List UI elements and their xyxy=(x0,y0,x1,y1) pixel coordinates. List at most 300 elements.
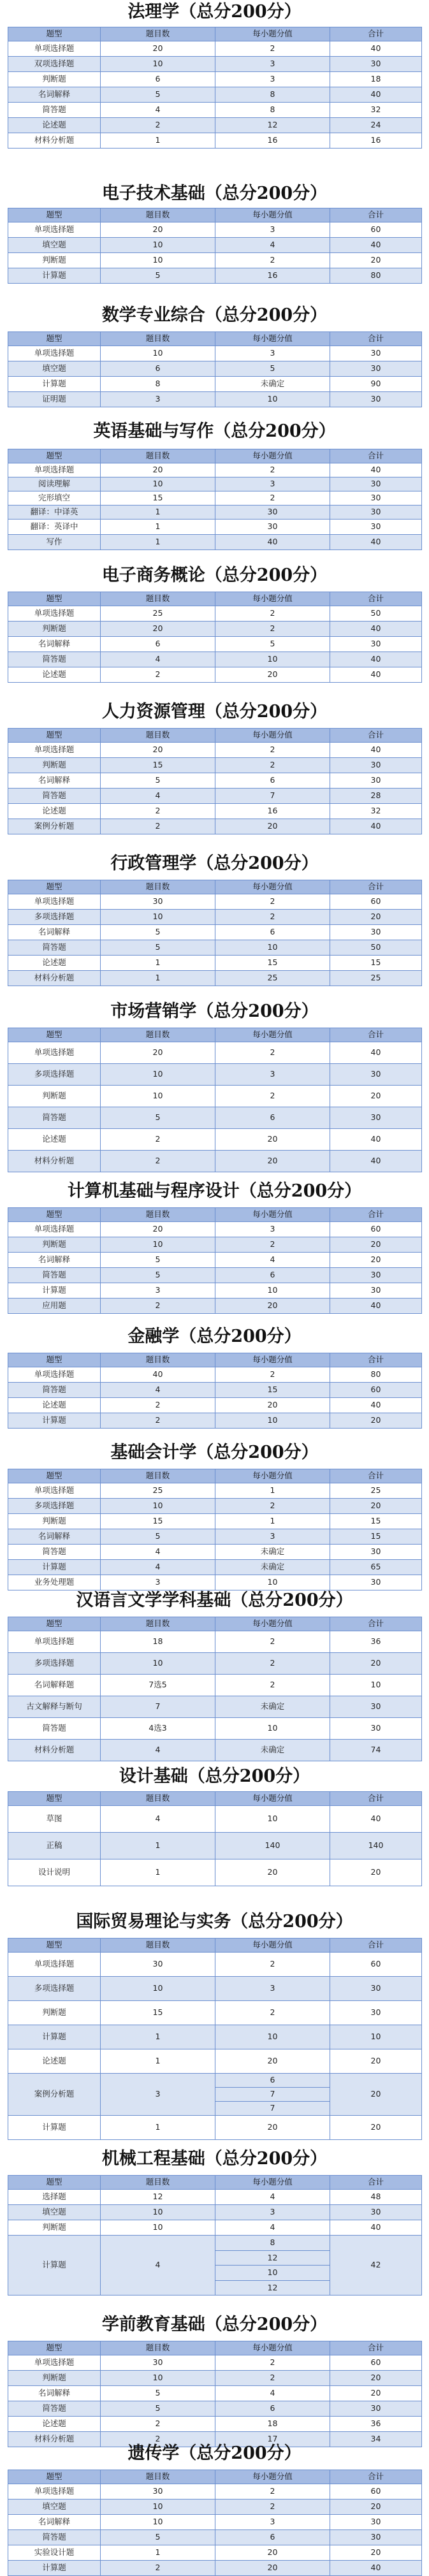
table-row xyxy=(8,1675,422,1696)
table-cell: 名词解释 xyxy=(8,87,101,103)
section-title: 电子商务概论（总分200分） xyxy=(101,565,328,585)
column-header: 题型 xyxy=(8,1469,101,1483)
score-table xyxy=(8,592,422,683)
table-cell: 32 xyxy=(330,804,422,819)
table-cell: 2 xyxy=(101,2417,215,2432)
table-row xyxy=(8,1237,422,1253)
table-cell: 10 xyxy=(101,1653,215,1675)
table-header-row xyxy=(8,592,422,606)
table-cell: 30 xyxy=(330,392,422,407)
table-cell: 20 xyxy=(330,2386,422,2401)
column-header: 合计 xyxy=(330,1353,422,1367)
table-cell: 140 xyxy=(330,1833,422,1859)
table-cell: 15 xyxy=(101,491,215,506)
table-cell: 30 xyxy=(330,1545,422,1560)
table-header-row xyxy=(8,27,422,41)
table-cell: 10 xyxy=(101,910,215,925)
table-cell: 30 xyxy=(330,1718,422,1740)
split-cell-value: 7 xyxy=(270,2103,275,2113)
table-row xyxy=(8,606,422,622)
table-row xyxy=(8,1064,422,1086)
table-cell: 25 xyxy=(330,971,422,986)
table-cell: 30 xyxy=(330,925,422,940)
table-cell: 40 xyxy=(330,1042,422,1064)
column-header: 题目数 xyxy=(101,880,215,894)
column-header: 每小题分值 xyxy=(215,1939,330,1953)
split-cell-value: 10 xyxy=(215,2266,330,2281)
table-cell: 2 xyxy=(215,2371,330,2386)
table-cell: 判断题 xyxy=(8,622,101,637)
table-cell: 8 xyxy=(101,377,215,392)
table-row xyxy=(8,377,422,392)
table-cell: 40 xyxy=(101,1367,215,1383)
table-cell: 7选5 xyxy=(101,1675,215,1696)
split-cell-value: 12 xyxy=(267,2282,278,2292)
table-cell: 论述题 xyxy=(8,804,101,819)
section-title: 法理学（总分200分） xyxy=(127,2,302,22)
table-cell: 30 xyxy=(215,506,330,520)
table-cell: 论述题 xyxy=(8,118,101,133)
table-cell: 2 xyxy=(215,743,330,758)
table-cell: 多项选择题 xyxy=(8,910,101,925)
table-row xyxy=(8,1253,422,1268)
table-cell: 判断题 xyxy=(8,2001,101,2025)
score-table xyxy=(8,449,422,550)
table-cell: 6 xyxy=(215,2401,330,2417)
table-cell: 3 xyxy=(101,1575,215,1590)
table-cell: 24 xyxy=(330,118,422,133)
table-cell: 单项选择题 xyxy=(8,346,101,361)
table-cell: 1 xyxy=(101,1859,215,1886)
section-title: 英语基础与写作（总分200分） xyxy=(93,421,336,441)
table-cell: 30 xyxy=(330,2530,422,2545)
table-cell: 10 xyxy=(215,652,330,667)
table-cell: 2 xyxy=(215,253,330,268)
table-cell: 25 xyxy=(215,971,330,986)
table-cell: 案例分析题 xyxy=(8,819,101,834)
table-cell: 16 xyxy=(215,804,330,819)
column-header: 题目数 xyxy=(101,27,215,41)
table-cell: 2 xyxy=(215,1675,330,1696)
column-header: 题型 xyxy=(8,449,101,463)
split-cell xyxy=(215,2074,330,2116)
table-cell: 20 xyxy=(215,1151,330,1172)
table-cell: 4 xyxy=(215,2190,330,2205)
table-cell: 2 xyxy=(215,1499,330,1514)
table-cell: 25 xyxy=(101,606,215,622)
table-cell: 1 xyxy=(215,1483,330,1499)
table-cell: 10 xyxy=(101,1977,215,2001)
table-row xyxy=(8,2530,422,2545)
table-cell: 20 xyxy=(330,1253,422,1268)
table-cell: 30 xyxy=(101,2484,215,2500)
table-cell: 32 xyxy=(330,103,422,118)
table-cell: 25 xyxy=(101,1483,215,1499)
table-row xyxy=(8,1086,422,1107)
table-cell: 18 xyxy=(101,1631,215,1653)
section-title: 计算机基础与程序设计（总分200分） xyxy=(67,1181,362,1201)
table-cell: 2 xyxy=(215,1367,330,1383)
column-header: 合计 xyxy=(330,2176,422,2190)
column-header: 合计 xyxy=(330,1208,422,1222)
table-cell: 40 xyxy=(330,1398,422,1413)
table-cell: 1 xyxy=(101,2545,215,2561)
table-cell: 20 xyxy=(330,2049,422,2074)
column-header: 每小题分值 xyxy=(215,592,330,606)
table-cell: 2 xyxy=(101,1398,215,1413)
table-row xyxy=(8,1953,422,1977)
table-cell: 3 xyxy=(215,1529,330,1545)
table-cell: 5 xyxy=(215,361,330,377)
table-cell: 阅读理解 xyxy=(8,477,101,491)
table-cell: 17 xyxy=(215,2432,330,2447)
table-cell: 36 xyxy=(330,2417,422,2432)
column-header: 合计 xyxy=(330,27,422,41)
section-title: 汉语言文学学科基础（总分200分） xyxy=(76,1590,353,1610)
table-cell: 简答题 xyxy=(8,103,101,118)
table-cell: 10 xyxy=(215,940,330,956)
table-cell: 5 xyxy=(101,1268,215,1283)
column-header: 题型 xyxy=(8,1939,101,1953)
column-header: 每小题分值 xyxy=(215,2176,330,2190)
table-cell: 10 xyxy=(101,2205,215,2220)
table-cell: 20 xyxy=(215,667,330,683)
table-row xyxy=(8,1514,422,1529)
table-cell: 3 xyxy=(215,57,330,72)
table-cell: 20 xyxy=(215,1859,330,1886)
table-cell: 42 xyxy=(330,2236,422,2296)
table-cell: 20 xyxy=(330,910,422,925)
table-row xyxy=(8,1222,422,1237)
table-header-row xyxy=(8,208,422,222)
table-cell: 20 xyxy=(330,2545,422,2561)
table-cell: 3 xyxy=(215,2515,330,2530)
table-cell: 单项选择题 xyxy=(8,2355,101,2371)
table-cell: 简答题 xyxy=(8,1107,101,1129)
table-cell: 名词解释 xyxy=(8,2386,101,2401)
table-row xyxy=(8,1499,422,1514)
table-cell: 30 xyxy=(330,637,422,652)
table-cell: 15 xyxy=(330,1514,422,1529)
table-cell: 填空题 xyxy=(8,2205,101,2220)
table-cell: 1 xyxy=(215,1514,330,1529)
column-header: 题型 xyxy=(8,2341,101,2355)
table-cell: 3 xyxy=(215,1977,330,2001)
table-row xyxy=(8,1129,422,1151)
table-row xyxy=(8,133,422,149)
table-cell: 30 xyxy=(330,2205,422,2220)
table-cell: 40 xyxy=(330,2220,422,2236)
table-cell: 20 xyxy=(330,1499,422,1514)
score-table xyxy=(8,331,422,407)
score-table xyxy=(8,2175,422,2296)
table-cell: 6 xyxy=(215,925,330,940)
column-header: 题目数 xyxy=(101,449,215,463)
table-row xyxy=(8,477,422,491)
column-header: 题型 xyxy=(8,1028,101,1042)
table-cell: 计算题 xyxy=(8,2236,101,2296)
table-cell: 30 xyxy=(330,1064,422,1086)
score-table xyxy=(8,208,422,284)
table-cell: 5 xyxy=(101,1107,215,1129)
table-row xyxy=(8,925,422,940)
table-row xyxy=(8,2386,422,2401)
table-cell: 74 xyxy=(330,1740,422,1761)
score-table xyxy=(8,2341,422,2447)
table-cell: 30 xyxy=(330,1107,422,1129)
table-cell: 10 xyxy=(101,2500,215,2515)
table-row xyxy=(8,894,422,910)
column-header: 题目数 xyxy=(101,1469,215,1483)
table-cell: 4 xyxy=(101,2236,215,2296)
table-cell: 8 xyxy=(215,103,330,118)
table-cell: 20 xyxy=(215,1129,330,1151)
table-cell: 多项选择题 xyxy=(8,1653,101,1675)
table-cell: 4选3 xyxy=(101,1718,215,1740)
table-cell: 3 xyxy=(215,1222,330,1237)
table-row xyxy=(8,1483,422,1499)
table-cell: 60 xyxy=(330,1953,422,1977)
table-cell: 2 xyxy=(215,2355,330,2371)
table-cell: 20 xyxy=(101,222,215,238)
table-cell: 16 xyxy=(215,133,330,149)
table-cell: 10 xyxy=(215,2025,330,2049)
table-row xyxy=(8,1529,422,1545)
table-cell: 60 xyxy=(330,1222,422,1237)
table-cell: 16 xyxy=(215,268,330,284)
table-cell: 论述题 xyxy=(8,2049,101,2074)
table-cell: 简答题 xyxy=(8,1383,101,1398)
table-cell: 简答题 xyxy=(8,1718,101,1740)
table-row xyxy=(8,87,422,103)
table-cell: 30 xyxy=(330,1696,422,1718)
table-cell: 论述题 xyxy=(8,1129,101,1151)
column-header: 每小题分值 xyxy=(215,27,330,41)
table-cell: 单项选择题 xyxy=(8,222,101,238)
table-cell: 3 xyxy=(215,222,330,238)
table-cell: 10 xyxy=(101,2371,215,2386)
table-cell: 2 xyxy=(215,463,330,477)
table-row xyxy=(8,637,422,652)
table-cell: 80 xyxy=(330,268,422,284)
table-cell: 简答题 xyxy=(8,1268,101,1283)
table-cell: 5 xyxy=(101,268,215,284)
table-cell: 4 xyxy=(215,2220,330,2236)
table-cell: 业务处理题 xyxy=(8,1575,101,1590)
table-row xyxy=(8,2236,422,2296)
table-cell: 40 xyxy=(330,667,422,683)
table-cell: 2 xyxy=(215,41,330,57)
column-header: 合计 xyxy=(330,208,422,222)
table-cell: 材料分析题 xyxy=(8,1151,101,1172)
table-row xyxy=(8,2074,422,2116)
table-cell: 3 xyxy=(215,1064,330,1086)
table-cell: 材料分析题 xyxy=(8,971,101,986)
table-cell: 30 xyxy=(330,477,422,491)
table-row xyxy=(8,1268,422,1283)
section-title: 行政管理学（总分200分） xyxy=(110,854,319,873)
section-title: 学前教育基础（总分200分） xyxy=(101,2315,328,2334)
table-cell: 未确定 xyxy=(215,1560,330,1575)
section-title: 遗传学（总分200分） xyxy=(127,2443,302,2463)
table-cell: 60 xyxy=(330,2484,422,2500)
table-cell: 计算题 xyxy=(8,377,101,392)
score-table xyxy=(8,1938,422,2140)
table-cell: 40 xyxy=(330,1129,422,1151)
table-cell: 40 xyxy=(330,1299,422,1314)
table-row xyxy=(8,2371,422,2386)
table-row xyxy=(8,1299,422,1314)
column-header: 每小题分值 xyxy=(215,208,330,222)
table-cell: 材料分析题 xyxy=(8,2432,101,2447)
table-row xyxy=(8,743,422,758)
table-cell: 计算题 xyxy=(8,2561,101,2576)
column-header: 合计 xyxy=(330,2341,422,2355)
table-cell: 28 xyxy=(330,789,422,804)
section-title: 设计基础（总分200分） xyxy=(119,1766,310,1786)
column-header: 合计 xyxy=(330,729,422,743)
table-cell: 计算题 xyxy=(8,2116,101,2140)
table-cell: 40 xyxy=(330,238,422,253)
table-cell: 2 xyxy=(101,1151,215,1172)
table-row xyxy=(8,392,422,407)
table-cell: 1 xyxy=(101,2049,215,2074)
column-header: 每小题分值 xyxy=(215,332,330,346)
table-row xyxy=(8,1806,422,1833)
table-header-row xyxy=(8,880,422,894)
table-cell: 2 xyxy=(215,2001,330,2025)
table-cell: 6 xyxy=(101,361,215,377)
table-header-row xyxy=(8,1028,422,1042)
table-cell: 60 xyxy=(330,2355,422,2371)
table-row xyxy=(8,1107,422,1129)
table-cell: 判断题 xyxy=(8,758,101,773)
table-cell: 10 xyxy=(101,1237,215,1253)
table-cell: 10 xyxy=(215,392,330,407)
table-cell: 4 xyxy=(101,789,215,804)
column-header: 题目数 xyxy=(101,1208,215,1222)
table-cell: 论述题 xyxy=(8,2417,101,2432)
table-row xyxy=(8,2561,422,2576)
column-header: 题型 xyxy=(8,1792,101,1806)
table-row xyxy=(8,1560,422,1575)
table-header-row xyxy=(8,2470,422,2484)
table-cell: 双项选择题 xyxy=(8,57,101,72)
table-cell: 2 xyxy=(101,1299,215,1314)
column-header: 题目数 xyxy=(101,2176,215,2190)
table-cell: 判断题 xyxy=(8,2220,101,2236)
table-cell: 古文解释与断句 xyxy=(8,1696,101,1718)
table-row xyxy=(8,2049,422,2074)
table-row xyxy=(8,956,422,971)
table-row xyxy=(8,1398,422,1413)
column-header: 题目数 xyxy=(101,332,215,346)
table-row xyxy=(8,667,422,683)
table-cell: 2 xyxy=(215,1042,330,1064)
column-header: 题型 xyxy=(8,208,101,222)
table-cell: 4 xyxy=(101,103,215,118)
table-cell: 15 xyxy=(215,956,330,971)
table-cell: 20 xyxy=(330,2074,422,2116)
table-cell: 30 xyxy=(330,1575,422,1590)
column-header: 题型 xyxy=(8,27,101,41)
table-cell: 10 xyxy=(330,2025,422,2049)
table-cell: 36 xyxy=(330,1631,422,1653)
table-cell: 1 xyxy=(101,535,215,550)
column-header: 题型 xyxy=(8,2176,101,2190)
table-cell: 12 xyxy=(215,118,330,133)
table-cell: 6 xyxy=(215,2530,330,2545)
table-row xyxy=(8,2515,422,2530)
table-cell: 40 xyxy=(330,1806,422,1833)
table-cell: 20 xyxy=(215,1299,330,1314)
table-cell: 材料分析题 xyxy=(8,133,101,149)
table-cell: 30 xyxy=(330,1977,422,2001)
table-row xyxy=(8,773,422,789)
table-cell: 名词解释 xyxy=(8,925,101,940)
split-cell-value: 7 xyxy=(215,2088,330,2102)
table-row xyxy=(8,238,422,253)
table-cell: 2 xyxy=(101,1413,215,1429)
split-cell-value: 6 xyxy=(215,2074,330,2088)
table-cell: 单项选择题 xyxy=(8,2484,101,2500)
table-cell: 20 xyxy=(101,622,215,637)
column-header: 每小题分值 xyxy=(215,1353,330,1367)
column-header: 题目数 xyxy=(101,592,215,606)
table-cell: 30 xyxy=(330,773,422,789)
column-header: 每小题分值 xyxy=(215,449,330,463)
table-header-row xyxy=(8,1353,422,1367)
table-cell: 80 xyxy=(330,1367,422,1383)
table-cell: 40 xyxy=(330,535,422,550)
table-cell: 名词解释 xyxy=(8,1529,101,1545)
table-header-row xyxy=(8,1469,422,1483)
table-cell: 4 xyxy=(101,1560,215,1575)
table-cell: 2 xyxy=(215,491,330,506)
table-cell: 4 xyxy=(101,1383,215,1398)
table-row xyxy=(8,1413,422,1429)
table-cell: 30 xyxy=(330,1283,422,1299)
section-title: 国际贸易理论与实务（总分200分） xyxy=(76,1912,353,1932)
column-header: 题型 xyxy=(8,1353,101,1367)
table-row xyxy=(8,910,422,925)
table-cell: 1 xyxy=(101,2116,215,2140)
table-cell: 4 xyxy=(215,238,330,253)
table-cell: 20 xyxy=(215,819,330,834)
table-cell: 2 xyxy=(215,910,330,925)
table-cell: 多项选择题 xyxy=(8,1977,101,2001)
column-header: 题目数 xyxy=(101,1617,215,1631)
table-cell: 2 xyxy=(101,804,215,819)
table-cell: 10 xyxy=(101,477,215,491)
table-cell: 10 xyxy=(215,1283,330,1299)
table-row xyxy=(8,506,422,520)
table-cell: 18 xyxy=(330,72,422,87)
table-cell: 20 xyxy=(330,253,422,268)
table-cell: 判断题 xyxy=(8,1237,101,1253)
table-cell: 30 xyxy=(330,758,422,773)
table-cell: 判断题 xyxy=(8,1514,101,1529)
column-header: 题型 xyxy=(8,2470,101,2484)
table-cell: 15 xyxy=(101,2001,215,2025)
table-row xyxy=(8,2417,422,2432)
table-row xyxy=(8,361,422,377)
table-cell: 30 xyxy=(330,361,422,377)
column-header: 题目数 xyxy=(101,208,215,222)
table-cell: 单项选择题 xyxy=(8,1953,101,1977)
table-row xyxy=(8,1740,422,1761)
table-cell: 3 xyxy=(101,1283,215,1299)
